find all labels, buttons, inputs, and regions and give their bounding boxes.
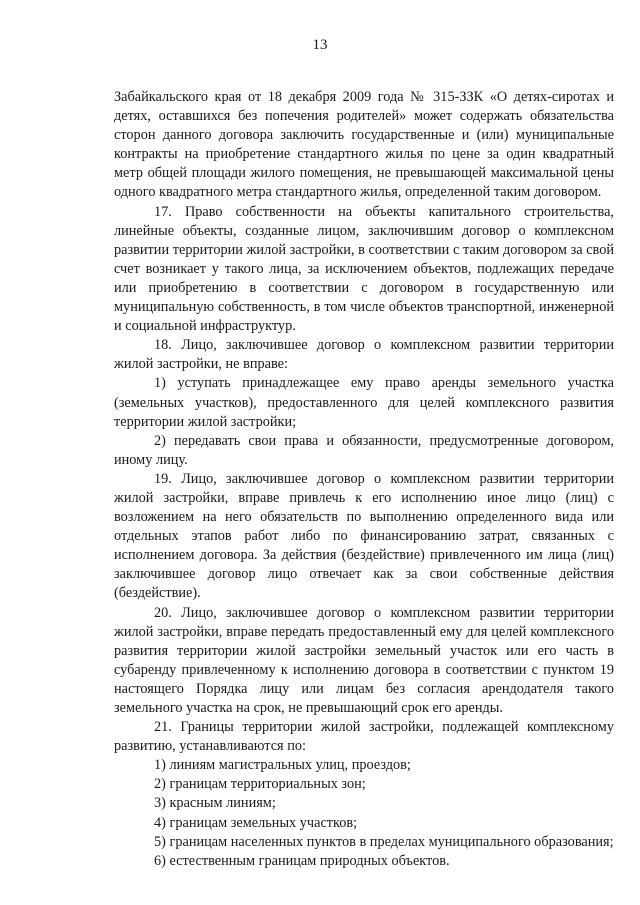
- paragraph-21: 21. Границы территории жилой застройки, подлежащей комплексному развитию, устанавливаются по:: [114, 719, 614, 755]
- paragraph-20: 20. Лицо, заключившее договор о комплексном развитии территории жилой застройки, вправе передать предоставленный ему для целей комплексного развития территории жилой застройки земельный участок или его часть в субаренду привлеченному к исполнению договора в соответствии с пунктом 19 настоящего Порядка лицу или лицам без согласия арендодателя такого земельного участка на срок, не превышающий срок его аренды.: [114, 604, 614, 716]
- page-number: 13: [312, 37, 328, 53]
- paragraph-21-item-1: 1) линиям магистральных улиц, проездов;: [154, 757, 411, 774]
- paragraph-18-item-1: 1) уступать принадлежащее ему право аренды земельного участка (земельных участков), предоставленного для целей комплексного развития территории жилой застройки;: [114, 375, 614, 430]
- paragraph-18: 18. Лицо, заключившее договор о комплексном развитии территории жилой застройки, не вправе:: [114, 337, 614, 373]
- paragraph-21-item-6: 6) естественным границам природных объектов.: [154, 852, 450, 869]
- paragraph-18-item-2: 2) передавать свои права и обязанности, предусмотренные договором, иному лицу.: [114, 432, 614, 468]
- paragraph-continuation: Забайкальского края от 18 декабря 2009 года № 315-ЗЗК «О детях-сиротах и детях, оставшихся без попечения родителей» может содержать обязательства сторон данного договора заключить государственные и (или) муниципальные контракты на приобретение стандартного жилья по цене за один квадратный метр общей площади жилого помещения, не превышающей максимальной цены одного квадратного метра стандартного жилья, определенной таким договором.: [114, 89, 614, 201]
- paragraph-21-item-5: 5) границам населенных пунктов в пределах муниципального образования;: [154, 833, 614, 850]
- document-body: [114, 88, 614, 871]
- paragraph-21-item-3: 3) красным линиям;: [154, 795, 276, 812]
- paragraph-19: 19. Лицо, заключившее договор о комплексном развитии территории жилой застройки, вправе привлечь к его исполнению иное лицо (лиц) с возложением на него обязательств по выполнению определенного вида или отдельных этапов работ либо по финансированию затрат, связанных с исполнением договора. За действия (бездействие) привлеченного им лица (лиц) заключившее договор лицо отвечает как за свои собственные действия (бездействие).: [114, 470, 614, 602]
- paragraph-21-item-2: 2) границам территориальных зон;: [154, 776, 366, 793]
- paragraph-17: 17. Право собственности на объекты капитального строительства, линейные объекты, созданные лицом, заключившим договор о комплексном развитии территории жилой застройки, в соответствии с таким договором за свой счет возникает у такого лица, за исключением объектов, подлежащих передаче или приобретению в соответствии с договором в государственную или муниципальную собственность, в том числе объектов транспортной, инженерной и социальной инфраструктур.: [114, 203, 614, 335]
- paragraph-21-item-4: 4) границам земельных участков;: [154, 814, 358, 831]
